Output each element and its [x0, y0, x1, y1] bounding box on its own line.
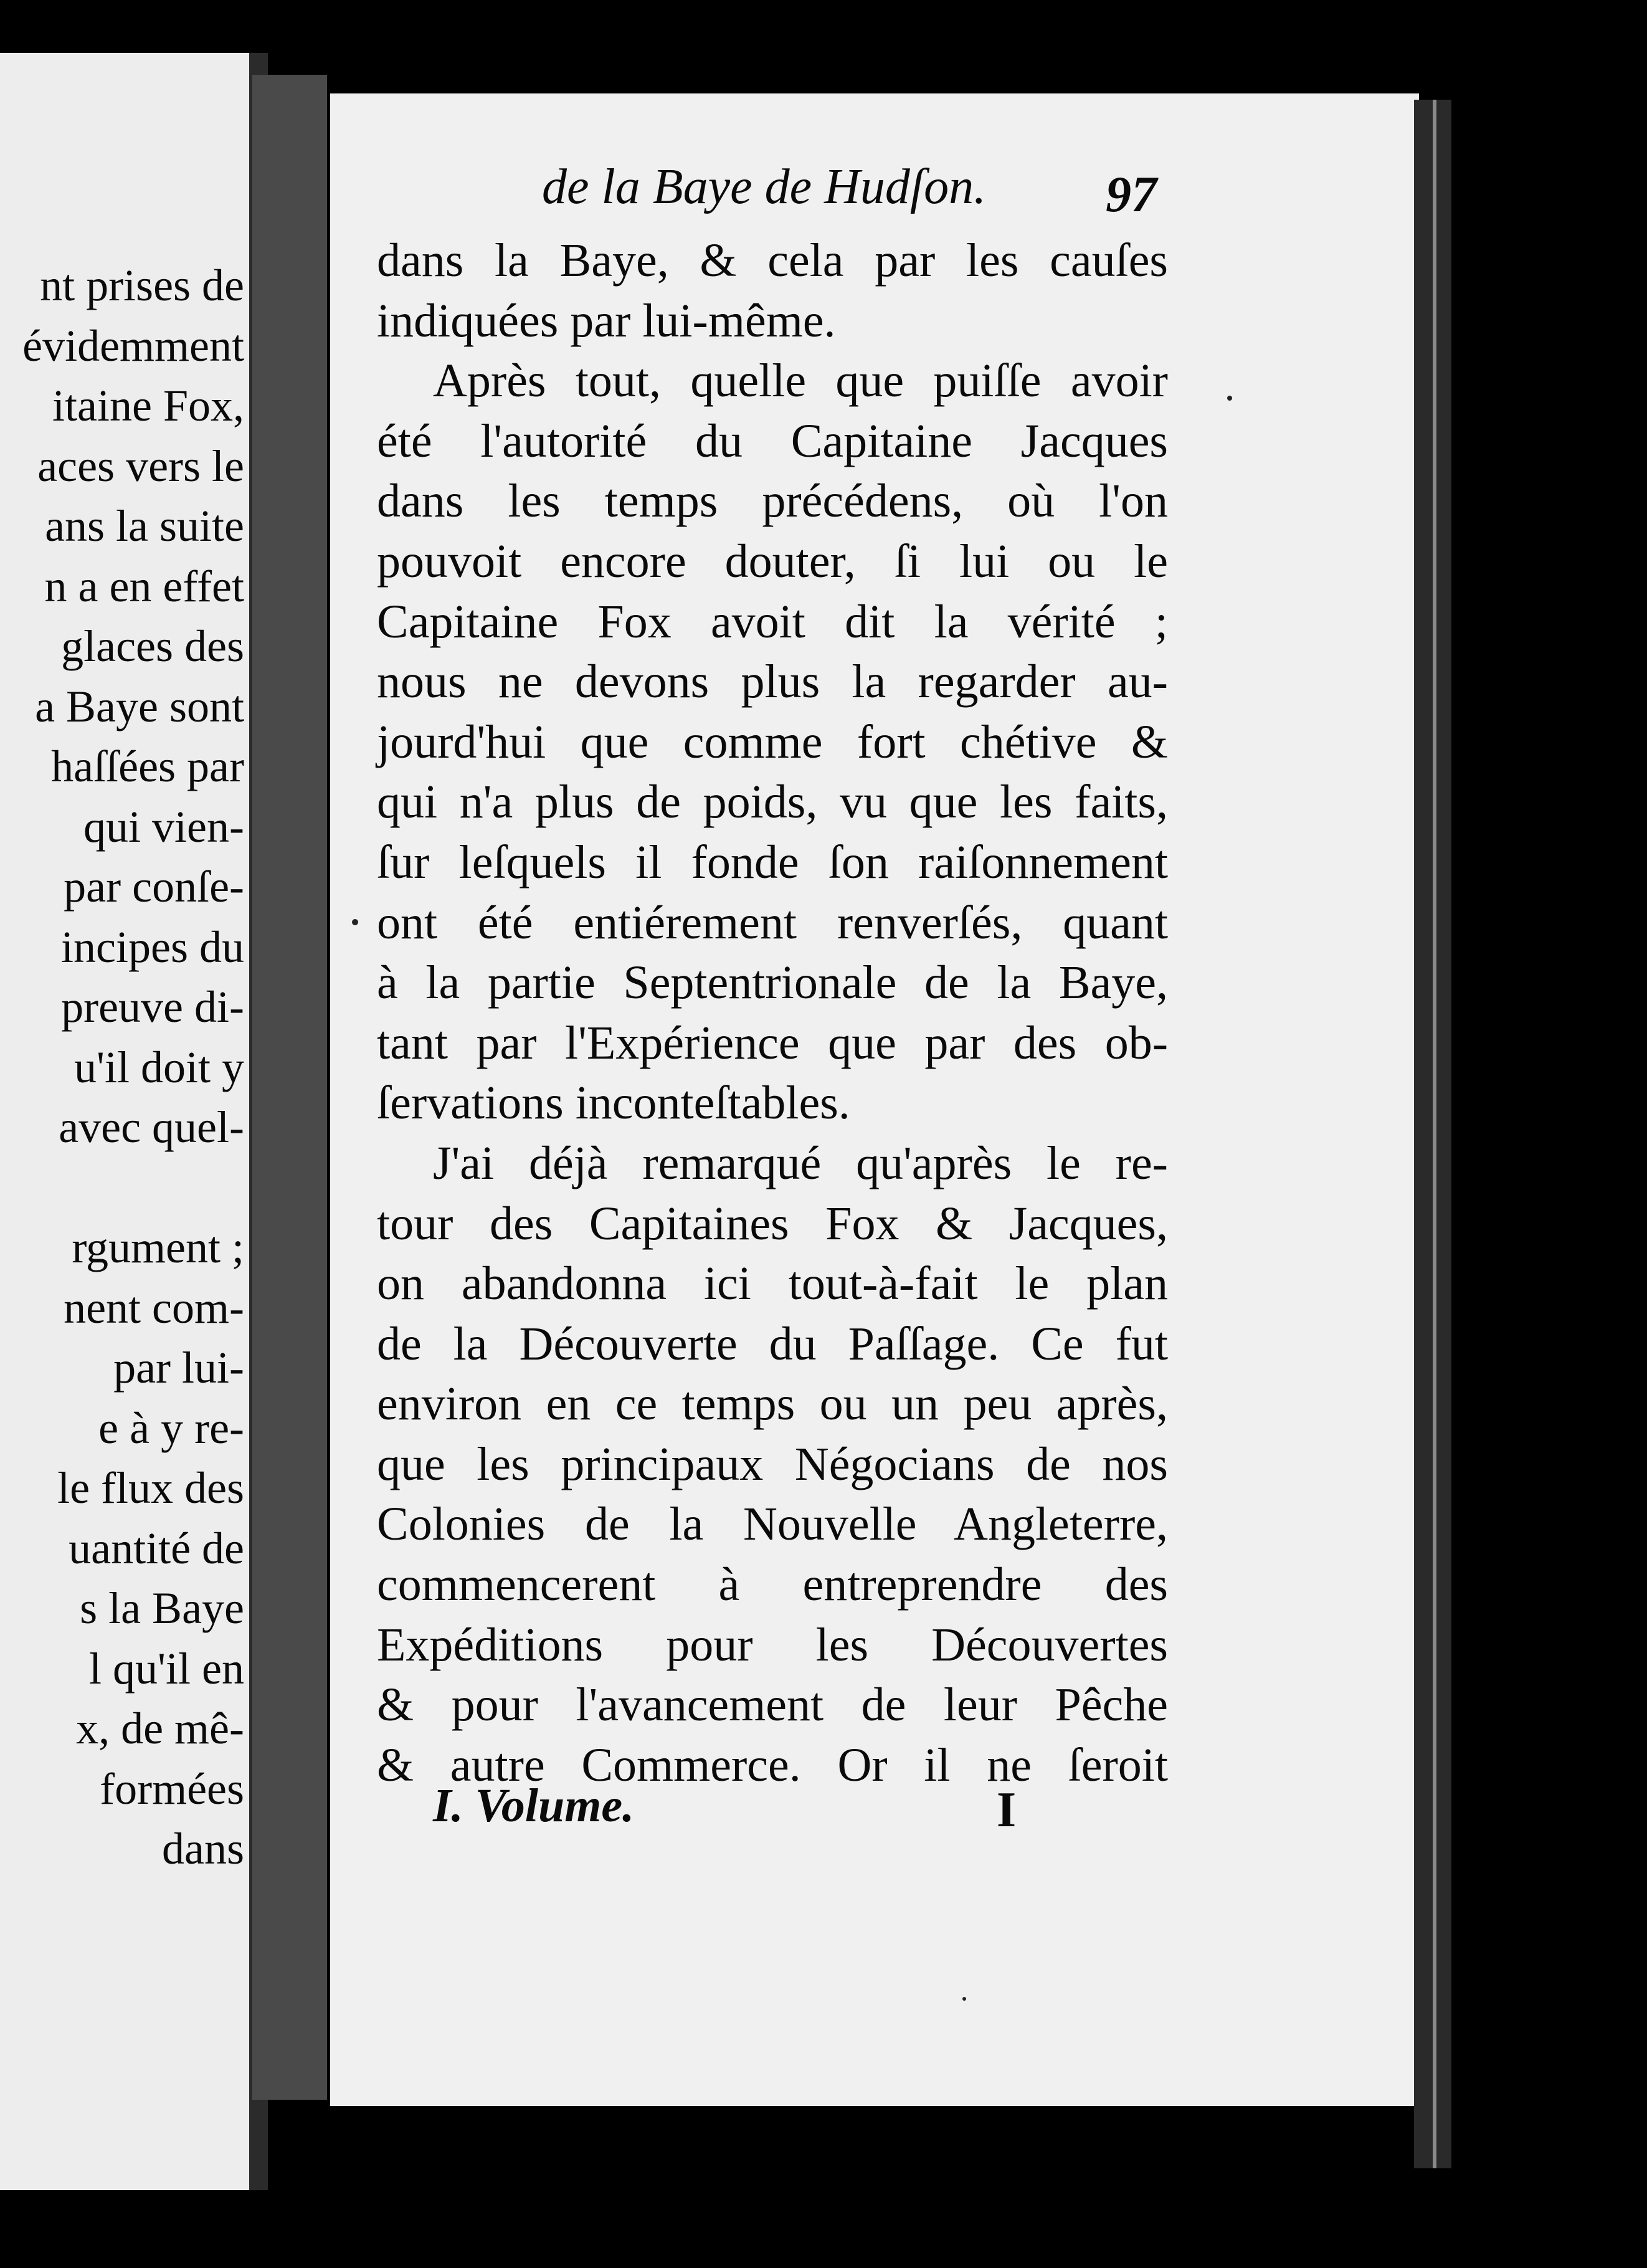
- text-line: J'ai déjà remarqué qu'après le re-: [433, 1136, 1168, 1189]
- text-line: que les principaux Négocians de nos: [377, 1437, 1168, 1490]
- text-line: Colonies de la Nouvelle Angleterre,: [377, 1498, 1168, 1551]
- left-line: le flux des: [57, 1463, 244, 1513]
- text-line: ſur leſquels il fonde ſon raiſonnement: [377, 836, 1168, 889]
- left-line: évidemment: [22, 320, 244, 371]
- volume-signature: I. Volume.: [433, 1780, 635, 1832]
- text-line: qui n'a plus de poids, vu que les faits,: [377, 776, 1168, 829]
- left-line: rgument ;: [72, 1222, 244, 1272]
- book-gutter: [252, 75, 327, 2100]
- text-line: tant par l'Expérience que par des ob-: [377, 1016, 1168, 1069]
- text-line: pouvoit encore douter, ſi lui ou le: [377, 535, 1168, 588]
- left-line: ans la suite: [45, 501, 244, 551]
- text-line: jourd'hui que comme fort chétive &: [377, 715, 1168, 768]
- left-line: uantité de: [69, 1523, 244, 1573]
- left-line: incipes du: [61, 922, 244, 972]
- left-page-text: [22, 255, 244, 1879]
- left-line: e à y re-: [98, 1403, 244, 1453]
- signature-mark: I: [997, 1783, 1017, 1837]
- left-line: par lui-: [113, 1343, 244, 1393]
- running-head: de la Baye de Hudſon.: [542, 160, 987, 214]
- left-line: aces vers le: [37, 441, 244, 491]
- text-line: indiquées par lui-même.: [377, 294, 836, 347]
- left-line: l qu'il en: [89, 1643, 244, 1694]
- text-line: on abandonna ici tout-à-fait le plan: [377, 1257, 1168, 1310]
- text-line: Après tout, quelle que puiſſe avoir: [433, 355, 1168, 407]
- text-line: Capitaine Fox avoit dit la vérité ;: [377, 595, 1168, 648]
- left-line: avec quel-: [59, 1102, 244, 1152]
- left-line: u'il doit y: [74, 1042, 244, 1092]
- text-line: dans les temps précédens, où l'on: [377, 475, 1168, 528]
- left-line: formées: [100, 1763, 244, 1814]
- ink-speck: [962, 1997, 966, 2001]
- text-line: ſervations inconteſtables.: [377, 1077, 850, 1130]
- page-edge-highlight: [1433, 100, 1436, 2168]
- left-line: s la Baye: [80, 1583, 244, 1633]
- body-text: [377, 231, 1168, 1795]
- left-line: nt prises de: [40, 260, 244, 310]
- left-line: dans: [162, 1824, 244, 1874]
- text-line: environ en ce temps ou un peu après,: [377, 1378, 1168, 1431]
- left-line: glaces des: [61, 621, 244, 671]
- text-line: nous ne devons plus la regarder au-: [377, 655, 1168, 708]
- left-line: itaine Fox,: [52, 381, 244, 431]
- text-line: & autre Commerce. Or il ne ſeroit: [377, 1738, 1168, 1791]
- ink-speck: [1227, 396, 1232, 401]
- left-line: preuve di-: [61, 982, 244, 1032]
- left-line: n a en effet: [44, 561, 244, 611]
- left-line: [22, 1158, 244, 1218]
- left-line: a Baye sont: [35, 681, 244, 731]
- text-line: ont été entiérement renverſés, quant: [377, 896, 1168, 949]
- left-line: haſſées par: [51, 741, 244, 791]
- left-line: qui vien-: [83, 801, 244, 852]
- text-line: à la partie Septentrionale de la Baye,: [377, 956, 1168, 1009]
- left-line: par conſe-: [64, 862, 244, 912]
- text-line: & pour l'avancement de leur Pêche: [377, 1679, 1168, 1732]
- text-line: tour des Capitaines Fox & Jacques,: [377, 1197, 1168, 1250]
- left-line: x, de mê-: [76, 1703, 244, 1753]
- text-line: commencerent à entreprendre des: [377, 1558, 1168, 1611]
- left-line: nent com-: [64, 1282, 244, 1333]
- left-page: [0, 53, 268, 2190]
- text-line: Expéditions pour les Découvertes: [377, 1618, 1168, 1671]
- text-line: dans la Baye, & cela par les cauſes: [377, 234, 1168, 287]
- text-line: de la Découverte du Paſſage. Ce fut: [377, 1317, 1168, 1370]
- page-number: 97: [1106, 166, 1157, 222]
- text-line: été l'autorité du Capitaine Jacques: [377, 414, 1168, 467]
- ink-speck: [352, 919, 358, 925]
